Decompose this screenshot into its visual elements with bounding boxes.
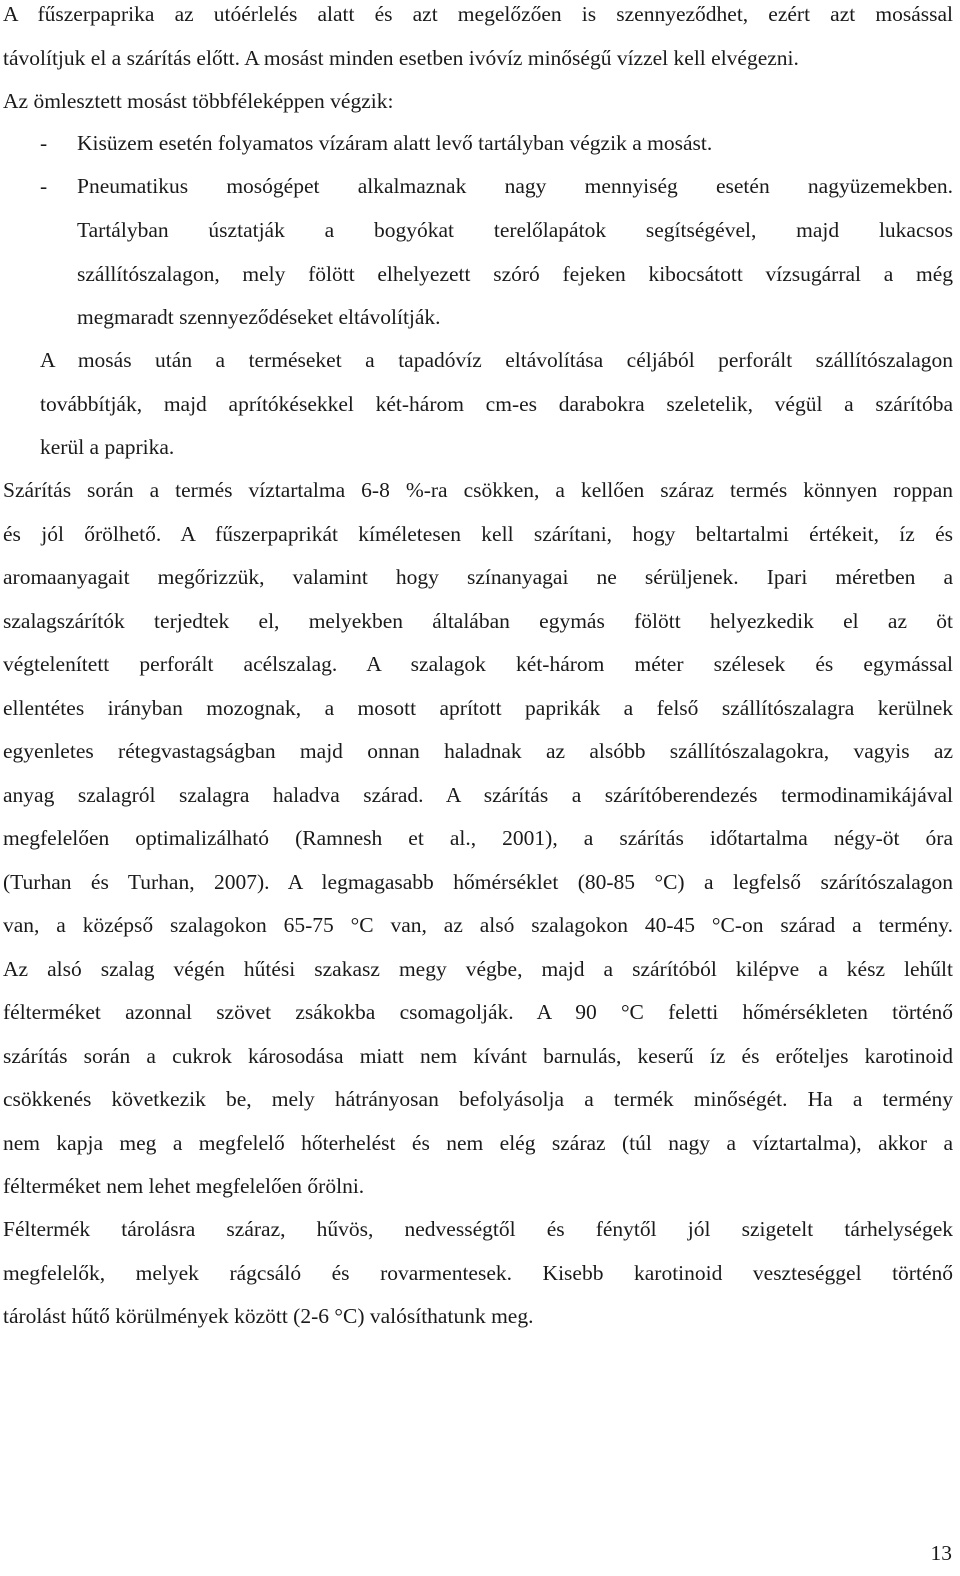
text-line: nem kapja meg a megfelelő hőterhelést és nem elég száraz (túl nagy a víztartalma), akkor a	[3, 1130, 953, 1155]
text-line: szárítás során a cukrok károsodása miatt nem kívánt barnulás, keserű íz és erőteljes karotinoid	[3, 1043, 953, 1068]
text-line: aromaanyagait megőrizzük, valamint hogy színanyagai ne sérüljenek. Ipari méretben a	[3, 565, 953, 589]
text-line: és jól őrölhető. A fűszerpaprikát kíméletesen kell szárítani, hogy beltartalmi értékeit, íz és	[3, 521, 953, 546]
text-line: végtelenített perforált acélszalag. A szalagok két-három méter szélesek és egymással	[3, 652, 953, 676]
text-line: félterméket azonnal szövet zsákokba csomagolják. A 90 °C feletti hőmérsékleten történő	[3, 1000, 953, 1024]
paragraph-storage	[3, 1208, 953, 1339]
text-line: szalagszárítók terjedtek el, melyekben általában egymás fölött helyezkedik el az öt	[3, 608, 953, 633]
text-line: félterméket nem lehet megfelelően őrölni.	[3, 1174, 365, 1198]
text-line: megmaradt szennyeződéseket eltávolítják.	[77, 305, 441, 329]
text-line: Az ömlesztett mosást többféleképpen végzik:	[3, 89, 394, 113]
paragraph-drying	[3, 469, 953, 1209]
text-line: Kisüzem esetén folyamatos vízáram alatt levő tartályban végzik a mosást.	[77, 131, 713, 155]
text-line: távolítjuk el a szárítás előtt. A mosást minden esetben ivóvíz minőségű vízzel kell elvégezni.	[3, 45, 799, 70]
text-line: ellentétes irányban mozognak, a mosott aprított paprikák a felső szállítószalagra kerülnek	[3, 695, 953, 720]
paragraph-washing	[40, 339, 953, 470]
list-item	[40, 165, 953, 209]
text-line: van, a középső szalagokon 65-75 °C van, az alsó szalagokon 40-45 °C-on szárad a termény.	[3, 913, 953, 937]
text-line: kerül a paprika.	[40, 435, 175, 459]
text-line: szállítószalagon, mely fölött elhelyezett szóró fejeken kibocsátott vízsugárral a még	[77, 261, 953, 286]
text-line: Pneumatikus mosógépet alkalmaznak nagy mennyiség esetén nagyüzemekben.	[77, 174, 953, 198]
text-line: megfelelők, melyek rágcsáló és rovarmentesek. Kisebb karotinoid veszteséggel történő	[3, 1260, 953, 1285]
paragraph-intro	[3, 0, 953, 124]
list-dash: -	[40, 131, 48, 155]
text-line: tárolást hűtő körülmények között (2-6 °C) valósíthatunk meg.	[3, 1304, 534, 1328]
text-line: Tartályban úsztatják a bogyókat terelőlapátok segítségével, majd lukacsos	[77, 218, 953, 242]
text-line: megfelelően optimalizálható (Ramnesh et al., 2001), a szárítás időtartalma négy-öt óra	[3, 826, 953, 850]
list-dash: -	[40, 174, 48, 198]
text-line: csökkenés következik be, mely hátrányosan befolyásolja a termék minőségét. Ha a termény	[3, 1087, 953, 1111]
text-line: egyenletes rétegvastagságban majd onnan haladnak az alsóbb szállítószalagokra, vagyis az	[3, 739, 953, 763]
text-line: A fűszerpaprika az utóérlelés alatt és azt megelőzően is szennyeződhet, ezért azt mosással	[3, 2, 953, 26]
list-item	[40, 122, 953, 166]
text-line: A mosás után a terméseket a tapadóvíz eltávolítása céljából perforált szállítószalagon	[40, 348, 953, 372]
list-item-continuation	[77, 209, 953, 340]
text-line: anyag szalagról szalagra haladva szárad. A szárítás a szárítóberendezés termodinamikájával	[3, 782, 953, 807]
text-line: (Turhan és Turhan, 2007). A legmagasabb hőmérséklet (80-85 °C) a legfelső szárítószalagon	[3, 869, 953, 894]
text-line: Szárítás során a termés víztartalma 6-8 %-ra csökken, a kellően száraz termés könnyen roppan	[3, 478, 953, 502]
text-line: továbbítják, majd aprítókésekkel két-három cm-es darabokra szeletelik, végül a szárítóba	[40, 391, 953, 416]
text-line: Az alsó szalag végén hűtési szakasz megy végbe, majd a szárítóból kilépve a kész lehűlt	[3, 956, 953, 981]
page-number: 13	[930, 1541, 952, 1565]
text-line: Féltermék tárolásra száraz, hűvös, nedvességtől és fénytől jól szigetelt tárhelységek	[3, 1217, 953, 1241]
